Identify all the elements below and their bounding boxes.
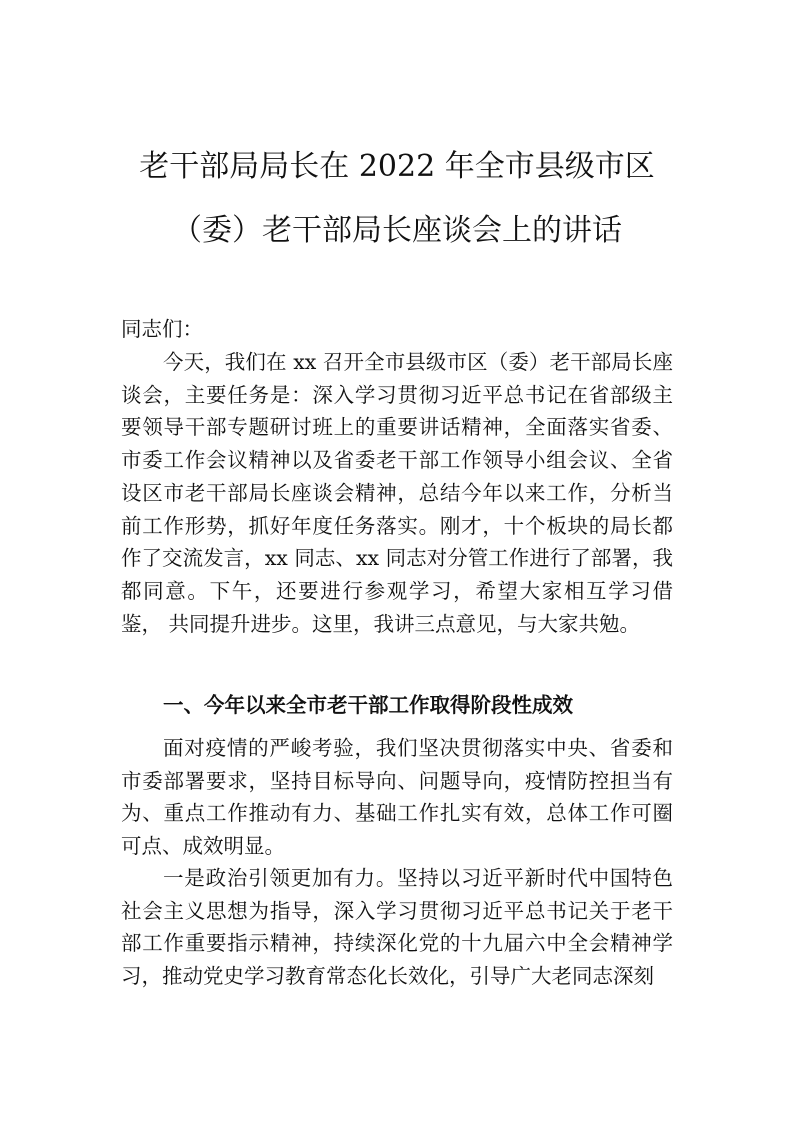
section-heading-1: 一、今年以来全市老干部工作取得阶段性成效: [163, 693, 573, 717]
salutation: 同志们：: [121, 317, 203, 341]
document-title-line-2: （委）老干部局长座谈会上的讲话: [172, 213, 622, 248]
paragraph-section-intro: 面对疫情的严峻考验，我们坚决贯彻落实中央、省委和市委部署要求，坚持目标导向、问题导向，疫情防控担当有为、重点工作推动有力、基础工作扎实有效，总体工作可圈可点、成效明显。: [121, 736, 673, 859]
paragraph-opening: 今天，我们在 xx 召开全市县级市区（委）老干部局长座谈会，主要任务是：深入学习贯彻习近平总书记在省部级主要领导干部专题研讨班上的重要讲话精神，全面落实省委、 市委工作会议精神以及省委老干部工作领导小组会议、全省设区市老干部局长座谈会精神，总结今年以来工作，分析当前工作形势，抓好年度任务落实。刚才，十个板块的局长都作了交流发言，xx 同志、xx 同志对分管工作进行了部署，我都同意。下午，还要进行参观学习，希望大家相互学习借鉴， 共同提升进步。这里，我讲三点意见，与大家共勉。: [121, 350, 673, 636]
paragraph-political-leadership: 一是政治引领更加有力。坚持以习近平新时代中国特色社会主义思想为指导，深入学习贯彻习近平总书记关于老干部工作重要指示精神，持续深化党的十九届六中全会精神学习，推动党史学习教育常态化长效化，引导广大老同志深刻: [121, 866, 673, 989]
document-title-line-1: 老干部局局长在 2022 年全市县级市区: [139, 149, 655, 184]
